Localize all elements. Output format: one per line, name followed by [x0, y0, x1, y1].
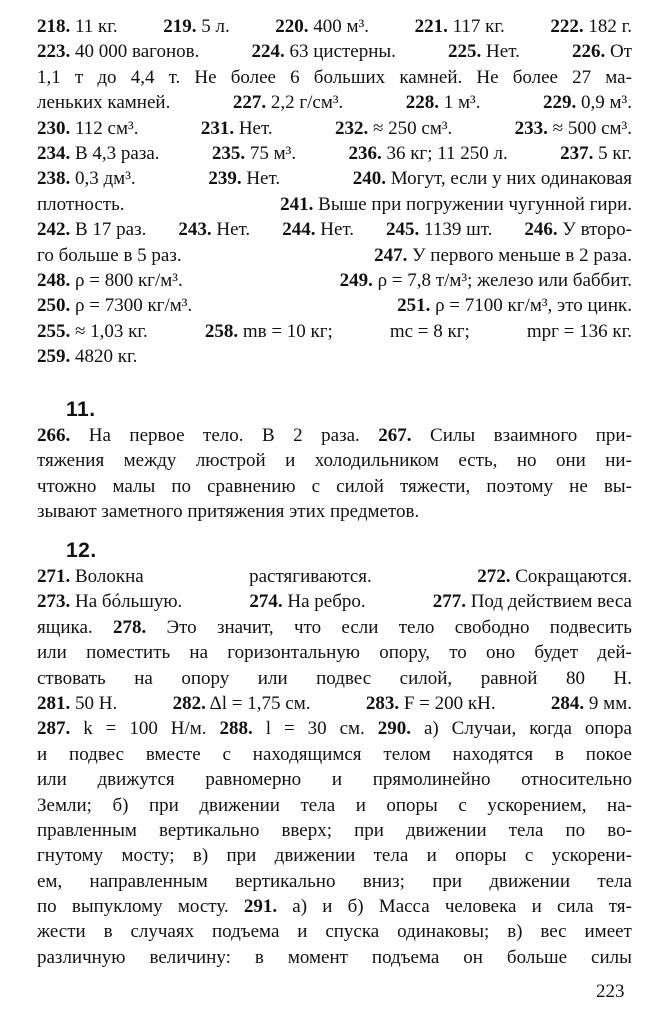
- text-line: ящика. 278. Это значит, что если тело свободно подвесить: [37, 616, 632, 638]
- text-line: 230. 112 см³. 231. Нет. 232. ≈ 250 см³. 233. ≈ 500 см³.: [37, 117, 632, 139]
- text-line: 242. В 17 раз. 243. Нет. 244. Нет. 245. 1139 шт. 246. У второ-: [37, 219, 632, 241]
- text-line: жести в случаях подъема и спуска одинаковы; в) вес имеет: [37, 921, 632, 943]
- text-line: плотность. 241. Выше при погружении чугунной гири.: [37, 193, 632, 215]
- text-line: 281. 50 Н. 282. Δl = 1,75 см. 283. F = 200 кН. 284. 9 мм.: [37, 692, 632, 714]
- text-line: по выпуклому мосту. 291. а) и б) Масса человека и сила тя-: [37, 896, 632, 918]
- text-line: 248. ρ = 800 кг/м³. 249. ρ = 7,8 т/м³; железо или баббит.: [37, 269, 632, 291]
- text-line: 266. На первое тело. В 2 раза. 267. Силы взаимного при-: [37, 425, 632, 446]
- text-line: 273. На бóльшую. 274. На ребро. 277. Под действием веса: [37, 591, 632, 613]
- text-line: 287. k = 100 Н/м. 288. l = 30 см. 290. а) Случаи, когда опора: [37, 718, 632, 740]
- text-line: 218. 11 кг. 219. 5 л. 220. 400 м³. 221. 117 кг. 222. 182 г.: [37, 16, 632, 37]
- text-line: различную величину: в момент подъема он больше силы: [37, 946, 632, 968]
- text-line: 255. ≈ 1,03 кг. 258. mв = 10 кг; mс = 8 кг; mрг = 136 кг.: [37, 320, 632, 342]
- section-heading-12: 12.: [66, 539, 97, 562]
- text-line: или движутся равномерно и прямолинейно относительно: [37, 769, 632, 791]
- text-line: правленным вертикально вверх; при движении тела по во-: [37, 819, 632, 841]
- answers-section-10: [37, 14, 632, 369]
- text-line: ем, направленным вертикально вниз; при движении тела: [37, 870, 632, 892]
- text-line: зывают заметного притяжения этих предметов.: [37, 501, 420, 523]
- text-line: 259. 4820 кг.: [37, 346, 138, 368]
- text-line: или поместить на горизонтальную опору, то оно будет дей-: [37, 642, 632, 664]
- text-line: леньких камней. 227. 2,2 г/см³. 228. 1 м³. 229. 0,9 м³.: [37, 92, 632, 114]
- text-line: 238. 0,3 дм³. 239. Нет. 240. Могут, если у них одинаковая: [37, 168, 632, 190]
- text-line: 223. 40 000 вагонов. 224. 63 цистерны. 225. Нет. 226. От: [37, 41, 632, 63]
- text-line: и подвес вместе с находящимся телом находятся в покое: [37, 743, 632, 765]
- page-number: 223: [596, 981, 625, 1002]
- text-line: го больше в 5 раз. 247. У первого меньше в 2 раза.: [37, 244, 632, 266]
- text-line: 1,1 т до 4,4 т. Не более 6 больших камней. Не более 27 ма-: [37, 66, 632, 88]
- text-line: гнутому мосту; в) при движении тела и опоры с ускорени-: [37, 845, 632, 867]
- text-line: Земли; б) при движении тела и опоры с ускорением, на-: [37, 794, 632, 816]
- text-line: 271. Волокна растягиваются. 272. Сокращаются.: [37, 566, 632, 587]
- text-line: чтожно малы по сравнению с силой тяжести, поэтому не вы-: [37, 475, 632, 497]
- text-line: 234. В 4,3 раза. 235. 75 м³. 236. 36 кг; 11 250 л. 237. 5 кг.: [37, 142, 632, 164]
- text-line: 250. ρ = 7300 кг/м³. 251. ρ = 7100 кг/м³, это цинк.: [37, 295, 632, 317]
- answers-section-12: [37, 564, 632, 970]
- text-line: ствовать на опору или подвес силой, равной 80 Н.: [37, 667, 632, 689]
- text-line: тяжения между люстрой и холодильником есть, но они ни-: [37, 450, 632, 472]
- answers-section-11: [37, 423, 632, 525]
- section-heading-11: 11.: [66, 398, 96, 421]
